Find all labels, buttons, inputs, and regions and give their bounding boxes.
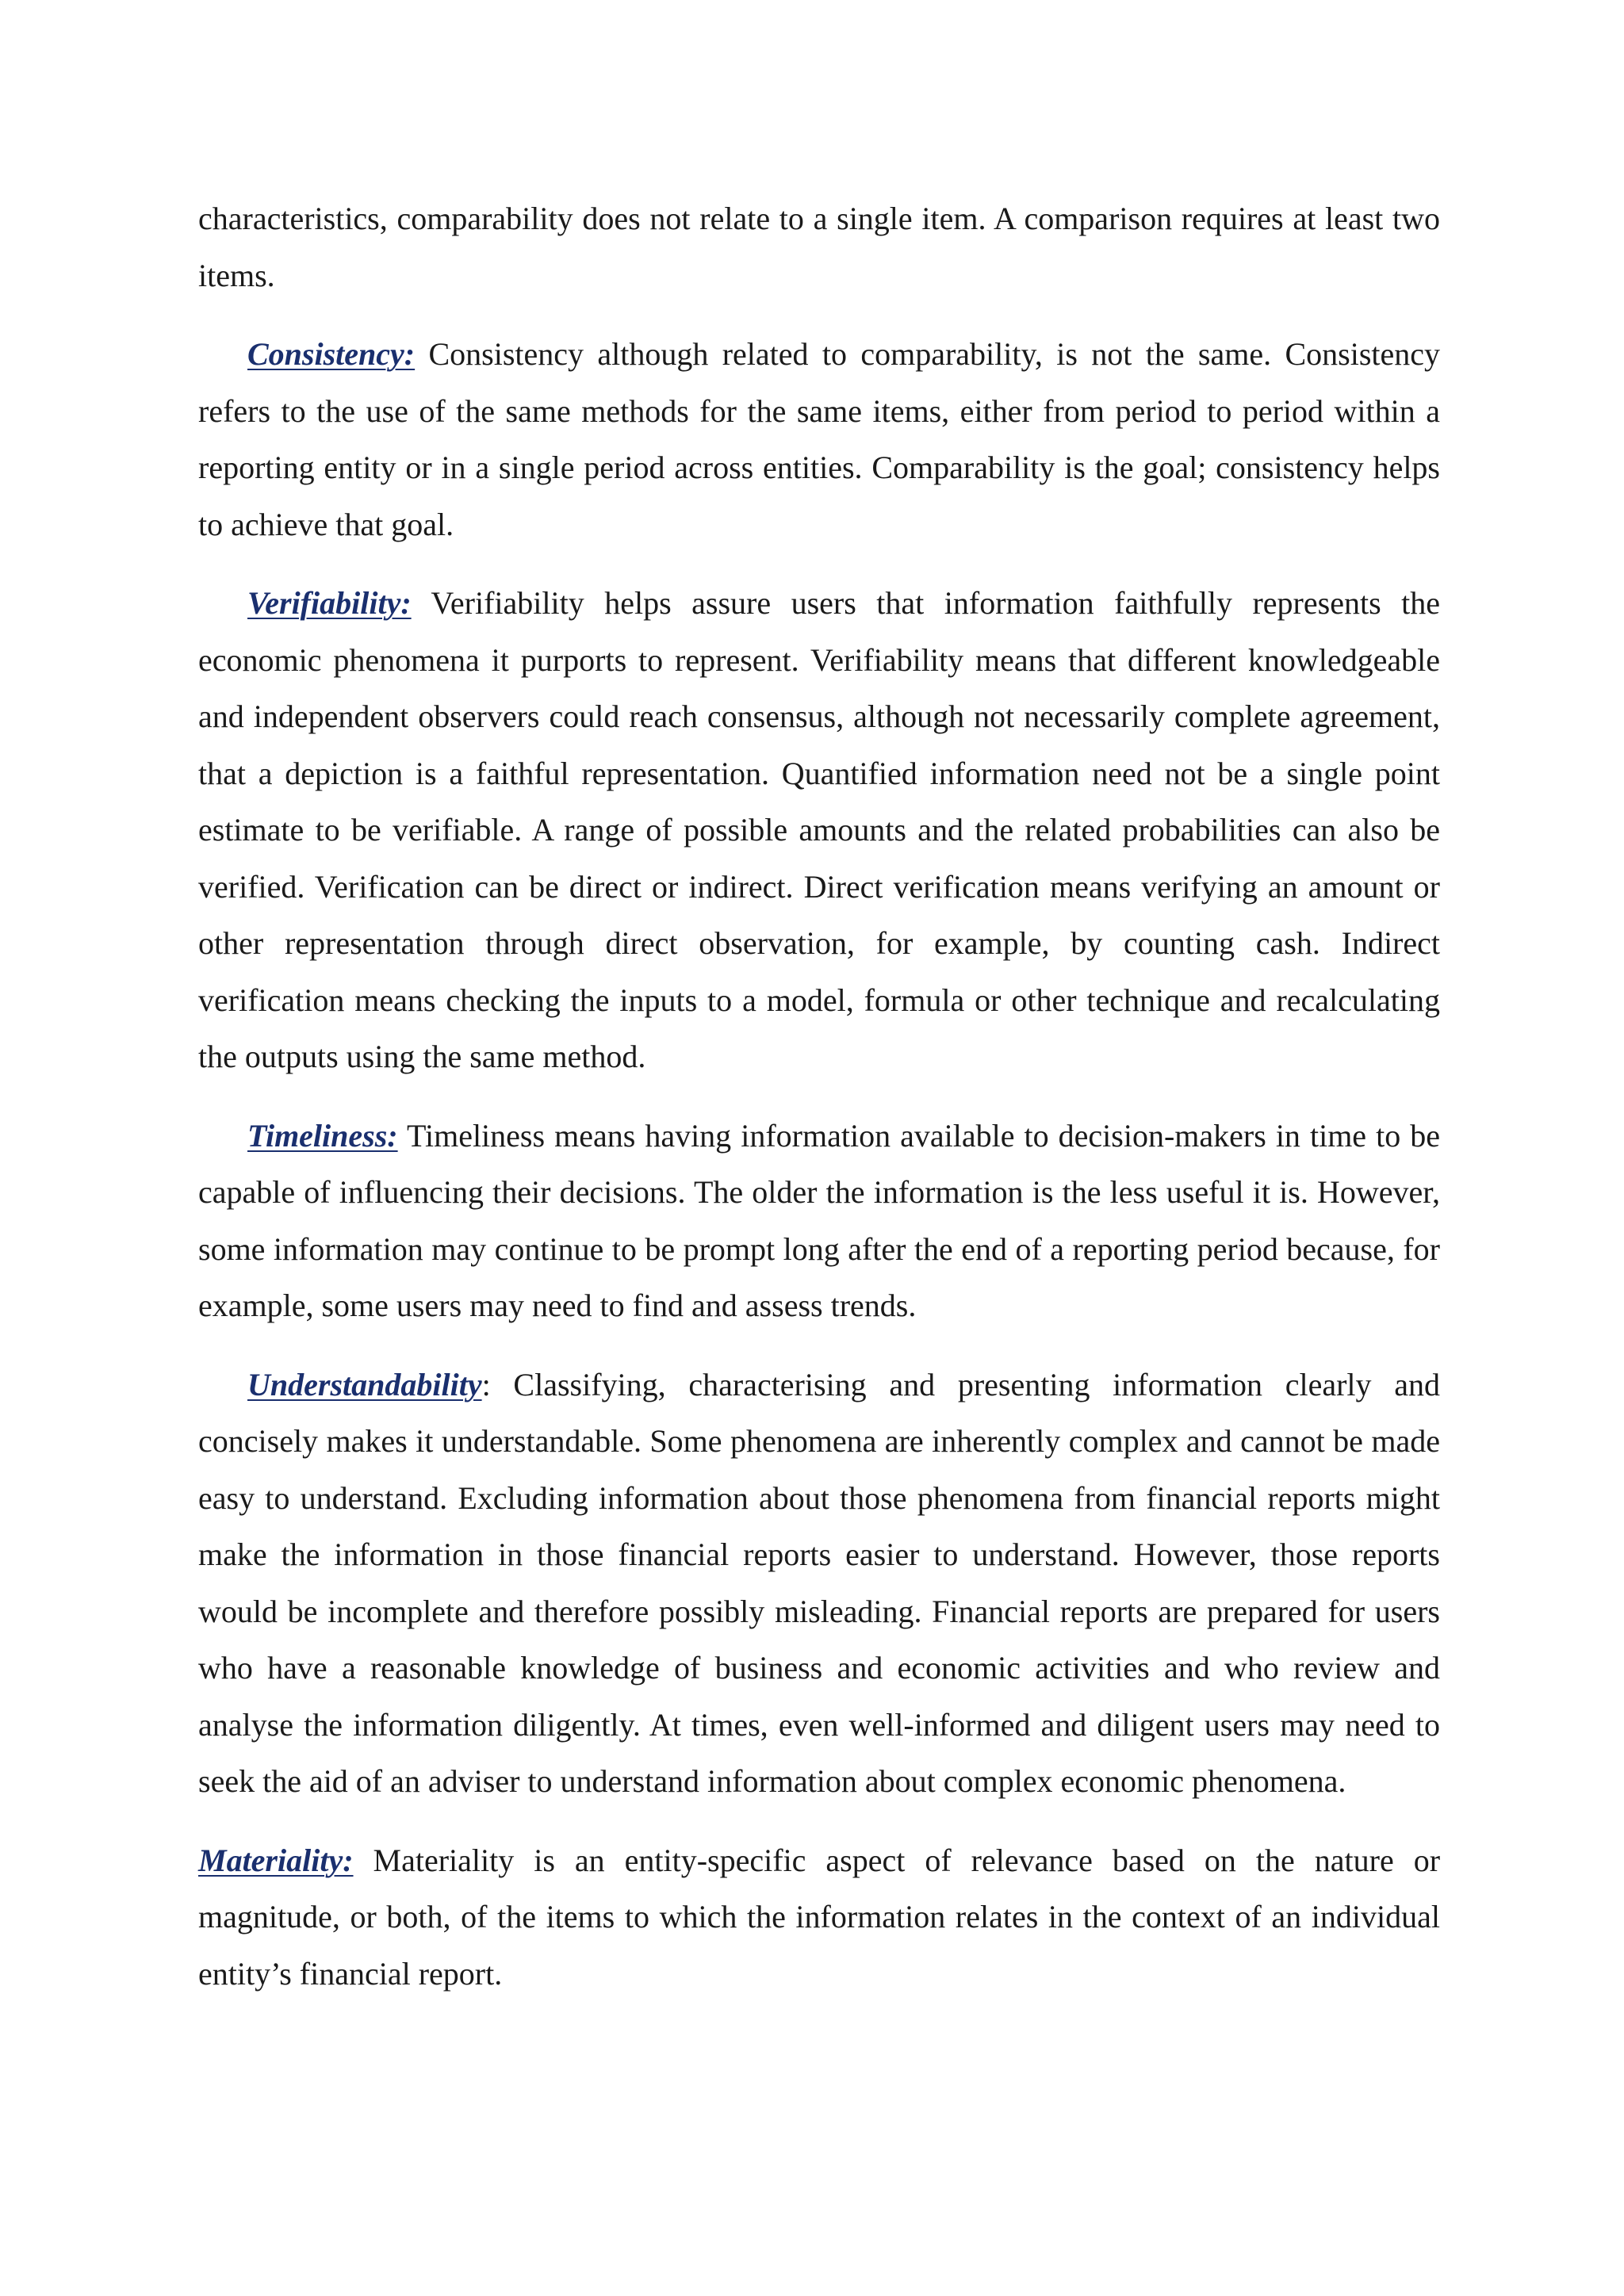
consistency-separator — [415, 336, 428, 372]
intro-text: characteristics, comparability does not relate to a single item. A comparison requires at least two items. — [198, 201, 1440, 293]
materiality-term: Materiality: — [198, 1842, 354, 1878]
timeliness-term: Timeliness: — [247, 1117, 398, 1154]
verifiability-paragraph — [198, 575, 1440, 1085]
materiality-paragraph — [198, 1832, 1440, 2003]
consistency-term: Consistency: — [247, 336, 416, 372]
consistency-body: Consistency although related to comparability, is not the same. Consistency refers to the use of the same methods for the same items, either from period to period within a reporting entity or in a single period across entities. Comparability is the goal; consistency helps to achieve that goal. — [198, 336, 1441, 542]
understandability-paragraph — [198, 1357, 1440, 1810]
understandability-separator: : — [481, 1366, 514, 1402]
understandability-term: Understandability — [247, 1366, 482, 1402]
document-body — [198, 190, 1440, 2024]
timeliness-separator — [398, 1118, 407, 1154]
consistency-paragraph — [198, 326, 1440, 553]
materiality-separator — [354, 1843, 373, 1878]
verifiability-body: Verifiability helps assure users that information faithfully represents the economic phenomena it purports to represent. Verifiability means that different knowledgeable and independent observers could reach consensus, although not necessarily complete agreement, that a depiction is a faithful representation. Quantified information need not be a single point estimate to be verifiable. A range of possible amounts and the related probabilities can also be verified. Verification can be direct or indirect. Direct verification means verifying an amount or other representation through direct observation, for example, by counting cash. Indirect verification means checking the inputs to a model, formula or other technique and recalculating the outputs using the same method. — [198, 585, 1440, 1074]
verifiability-separator — [412, 585, 431, 621]
verifiability-term: Verifiability: — [247, 585, 412, 621]
understandability-body: Classifying, characterising and presenting information clearly and concisely makes it understandable. Some phenomena are inherently complex and cannot be made easy to understand. Excluding information about those phenomena from financial reports might make the information in those financial reports easier to understand. However, those reports would be incomplete and therefore possibly misleading. Financial reports are prepared for users who have a reasonable knowledge of business and economic activities and who review and analyse the information diligently. At times, even well-informed and diligent users may need to seek the aid of an adviser to understand information about complex economic phenomena. — [198, 1366, 1440, 1799]
timeliness-body: Timeliness means having information available to decision-makers in time to be capable of influencing their decisions. The older the information is the less useful it is. However, some information may continue to be prompt long after the end of a reporting period because, for example, some users may need to find and assess trends. — [198, 1117, 1441, 1323]
timeliness-paragraph — [198, 1108, 1440, 1334]
materiality-body: Materiality is an entity-specific aspect of relevance based on the nature or magnitude, or both, of the items to which the information relates in the context of an individual entity’s financial report. — [198, 1842, 1441, 1992]
intro-paragraph — [198, 190, 1440, 304]
